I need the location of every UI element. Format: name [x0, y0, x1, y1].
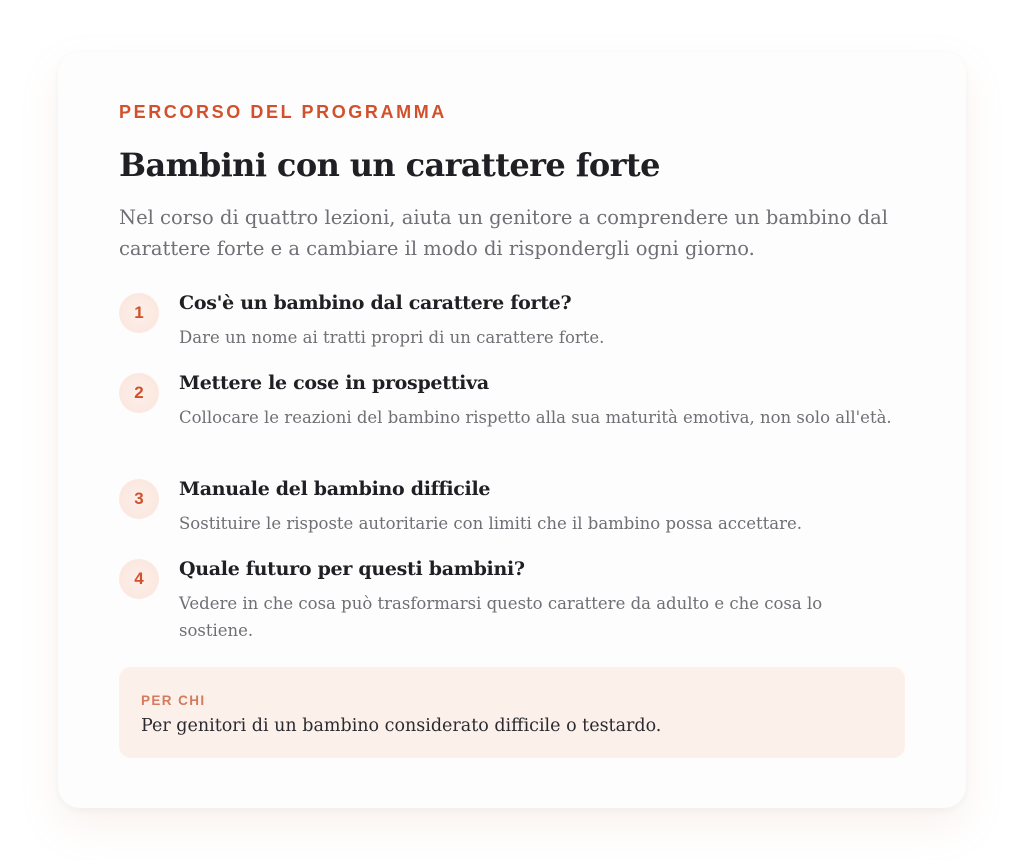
audience-text: Per genitori di un bambino considerato difficile o testardo. — [141, 716, 662, 736]
lesson-description: Dare un nome ai tratti propri di un carattere forte. — [179, 328, 605, 347]
lesson-number-badge: 1 — [119, 293, 159, 333]
lesson-title: Mettere le cose in prospettiva — [179, 372, 489, 394]
lesson-title: Cos'è un bambino dal carattere forte? — [179, 292, 572, 314]
lesson-number-badge: 3 — [119, 479, 159, 519]
lesson-description: Collocare le reazioni del bambino rispetto alla sua maturità emotiva, non solo all'età. — [179, 408, 892, 427]
audience-box — [119, 667, 905, 758]
lesson-title: Quale futuro per questi bambini? — [179, 558, 525, 580]
lesson-description: Vedere in che cosa può trasformarsi questo carattere da adulto e che cosa lo sostiene. — [179, 594, 823, 640]
lesson-description: Sostituire le risposte autoritarie con limiti che il bambino possa accettare. — [179, 514, 803, 533]
lesson-title: Manuale del bambino difficile — [179, 478, 491, 500]
program-intro: Nel corso di quattro lezioni, aiuta un genitore a comprendere un bambino dal carattere forte e a cambiare il modo di rispondergli ogni giorno. — [119, 206, 888, 260]
program-card — [58, 52, 966, 808]
lesson-number-badge: 4 — [119, 559, 159, 599]
program-title: Bambini con un carattere forte — [119, 146, 660, 184]
program-eyebrow: PERCORSO DEL PROGRAMMA — [119, 102, 447, 122]
audience-label: PER CHI — [141, 693, 206, 708]
lesson-number-badge: 2 — [119, 373, 159, 413]
